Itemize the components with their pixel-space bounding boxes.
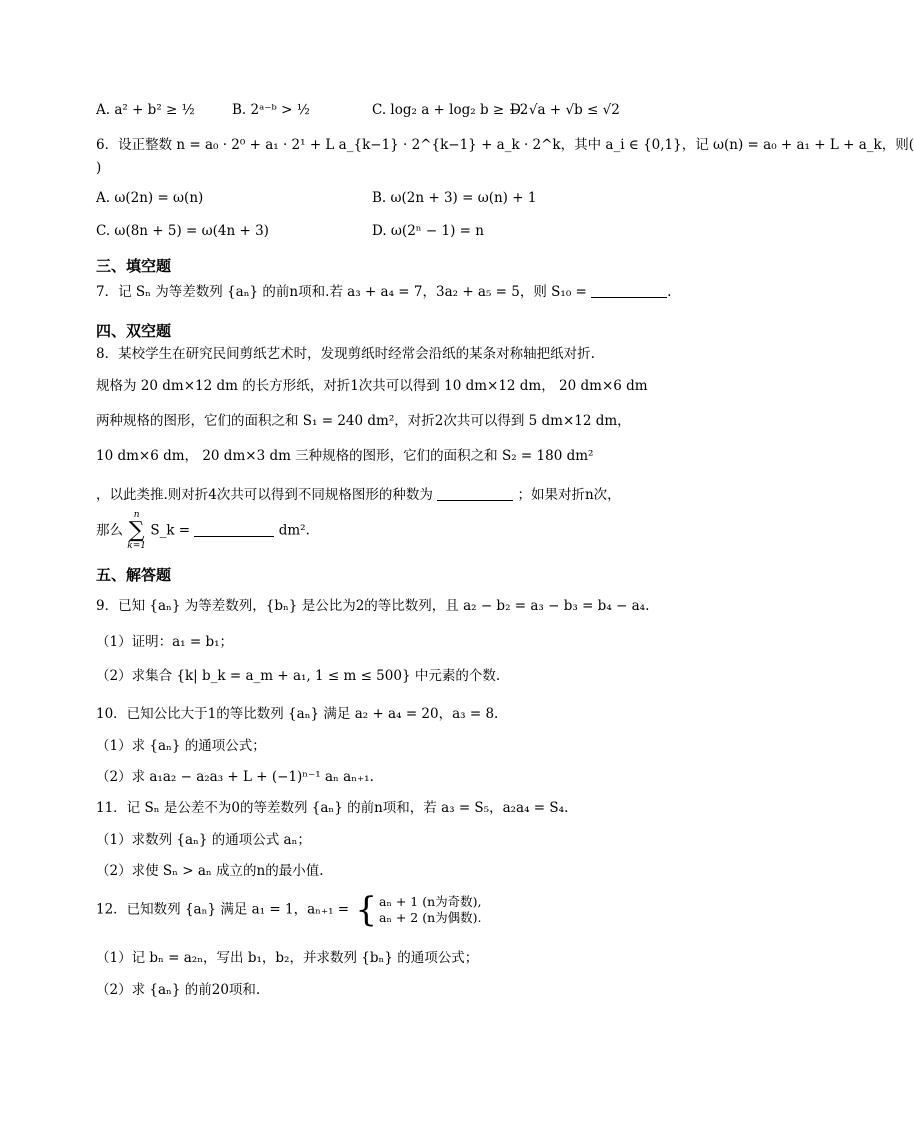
q7: [96, 283, 671, 301]
q8-line-6: [96, 511, 310, 551]
q8-line-5a: ，以此类推.则对折4次共可以得到不同规格图形的种数为: [96, 487, 433, 503]
q8-line-2: 规格为 20 dm×12 dm 的长方形纸，对折1次共可以得到 10 dm×12 dm， 20 dm×6 dm: [96, 378, 648, 394]
q5-option-a: A. a² + b² ≥ ½: [96, 102, 195, 118]
q8-line-6b: S_k =: [150, 522, 191, 539]
section-title-fill-in: 三、填空题: [96, 257, 172, 275]
q12-part-1: （1）记 bₙ = a₂ₙ，写出 b₁，b₂，并求数列 {bₙ} 的通项公式；: [96, 950, 479, 966]
q10-stem: 10．已知公比大于1的等比数列 {aₙ} 满足 a₂ + a₄ = 20，a₃ = 8.: [96, 706, 499, 722]
q12-part-2: （2）求 {aₙ} 的前20项和.: [96, 982, 261, 998]
q7-text: 7．记 Sₙ 为等差数列 {aₙ} 的前n项和.若 a₃ + a₄ = 7，3a₂ + a₅ = 5，则 S₁₀ =: [96, 284, 587, 300]
q11-part-1: （1）求数列 {aₙ} 的通项公式 aₙ；: [96, 832, 311, 848]
q8-line-6a: 那么: [96, 522, 123, 539]
q8-line-6c: dm².: [278, 522, 310, 539]
sum-upper-limit: n: [133, 510, 140, 520]
q7-end: .: [667, 284, 672, 300]
q10-part-2: （2）求 a₁a₂ − a₂a₃ + L + (−1)ⁿ⁻¹ aₙ aₙ₊₁.: [96, 769, 374, 785]
q12-case-even: aₙ + 2 (n为偶数).: [379, 910, 482, 925]
q12-stem-text: 12．已知数列 {aₙ} 满足 a₁ = 1，aₙ₊₁ =: [96, 901, 350, 918]
q8-line-5b: ；如果对折n次，: [517, 487, 621, 503]
q5-option-c: C. log₂ a + log₂ b ≥ −2: [372, 102, 529, 118]
q9-part-1: （1）证明：a₁ = b₁；: [96, 634, 233, 650]
q6-option-a: A. ω(2n) = ω(n): [96, 190, 204, 206]
q8-line-3: 两种规格的图形，它们的面积之和 S₁ = 240 dm²，对折2次共可以得到 5 dm×12 dm，: [96, 413, 631, 429]
q6-stem-end: ): [96, 160, 102, 176]
q9-part-2: （2）求集合 {k| b_k = a_m + a₁, 1 ≤ m ≤ 500} 中元素的个数.: [96, 668, 501, 684]
q5-option-d: D. √a + √b ≤ √2: [510, 102, 620, 118]
piecewise-cases: [379, 894, 481, 927]
q8-line-4: 10 dm×6 dm， 20 dm×3 dm 三种规格的图形，它们的面积之和 S₂ = 180 dm²: [96, 448, 594, 464]
sigma-icon: ∑: [128, 518, 145, 543]
q6-option-c: C. ω(8n + 5) = ω(4n + 3): [96, 223, 269, 239]
q6-option-d: D. ω(2ⁿ − 1) = n: [372, 223, 484, 239]
q10-part-1: （1）求 {aₙ} 的通项公式；: [96, 738, 266, 754]
q8-answer-blank-2: [194, 522, 274, 537]
q12-case-odd: aₙ + 1 (n为奇数),: [379, 893, 482, 909]
summation-symbol: [127, 511, 146, 551]
q8-line-5: [96, 486, 621, 504]
q12-stem: [96, 890, 482, 930]
q11-part-2: （2）求使 Sₙ > aₙ 成立的n的最小值.: [96, 863, 324, 879]
q6-stem: 6．设正整数 n = a₀ · 2⁰ + a₁ · 2¹ + L a_{k−1} · 2^{k−1} + a_k · 2^k，其中 a_i ∈ {0,1}，记 ω(n) = a₀ + a₁ + L + a_k，则(: [96, 137, 914, 153]
sum-lower-limit: k=1: [127, 541, 147, 551]
left-brace-icon: {: [355, 890, 378, 930]
q5-option-b: B. 2ᵃ⁻ᵇ > ½: [232, 102, 310, 118]
q11-stem: 11．记 Sₙ 是公差不为0的等差数列 {aₙ} 的前n项和，若 a₃ = S₅，a₂a₄ = S₄.: [96, 800, 569, 816]
q6-option-b: B. ω(2n + 3) = ω(n) + 1: [372, 190, 537, 206]
section-title-solutions: 五、解答题: [96, 566, 172, 584]
q8-answer-blank-1: [437, 486, 513, 501]
q7-answer-blank: [591, 283, 667, 298]
q9-stem: 9．已知 {aₙ} 为等差数列，{bₙ} 是公比为2的等比数列，且 a₂ − b₂ = a₃ − b₃ = b₄ − a₄.: [96, 598, 650, 614]
piecewise-definition: [353, 890, 482, 930]
section-title-double-blank: 四、双空题: [96, 322, 172, 340]
q8-line-1: 8．某校学生在研究民间剪纸艺术时，发现剪纸时经常会沿纸的某条对称轴把纸对折.: [96, 346, 595, 362]
